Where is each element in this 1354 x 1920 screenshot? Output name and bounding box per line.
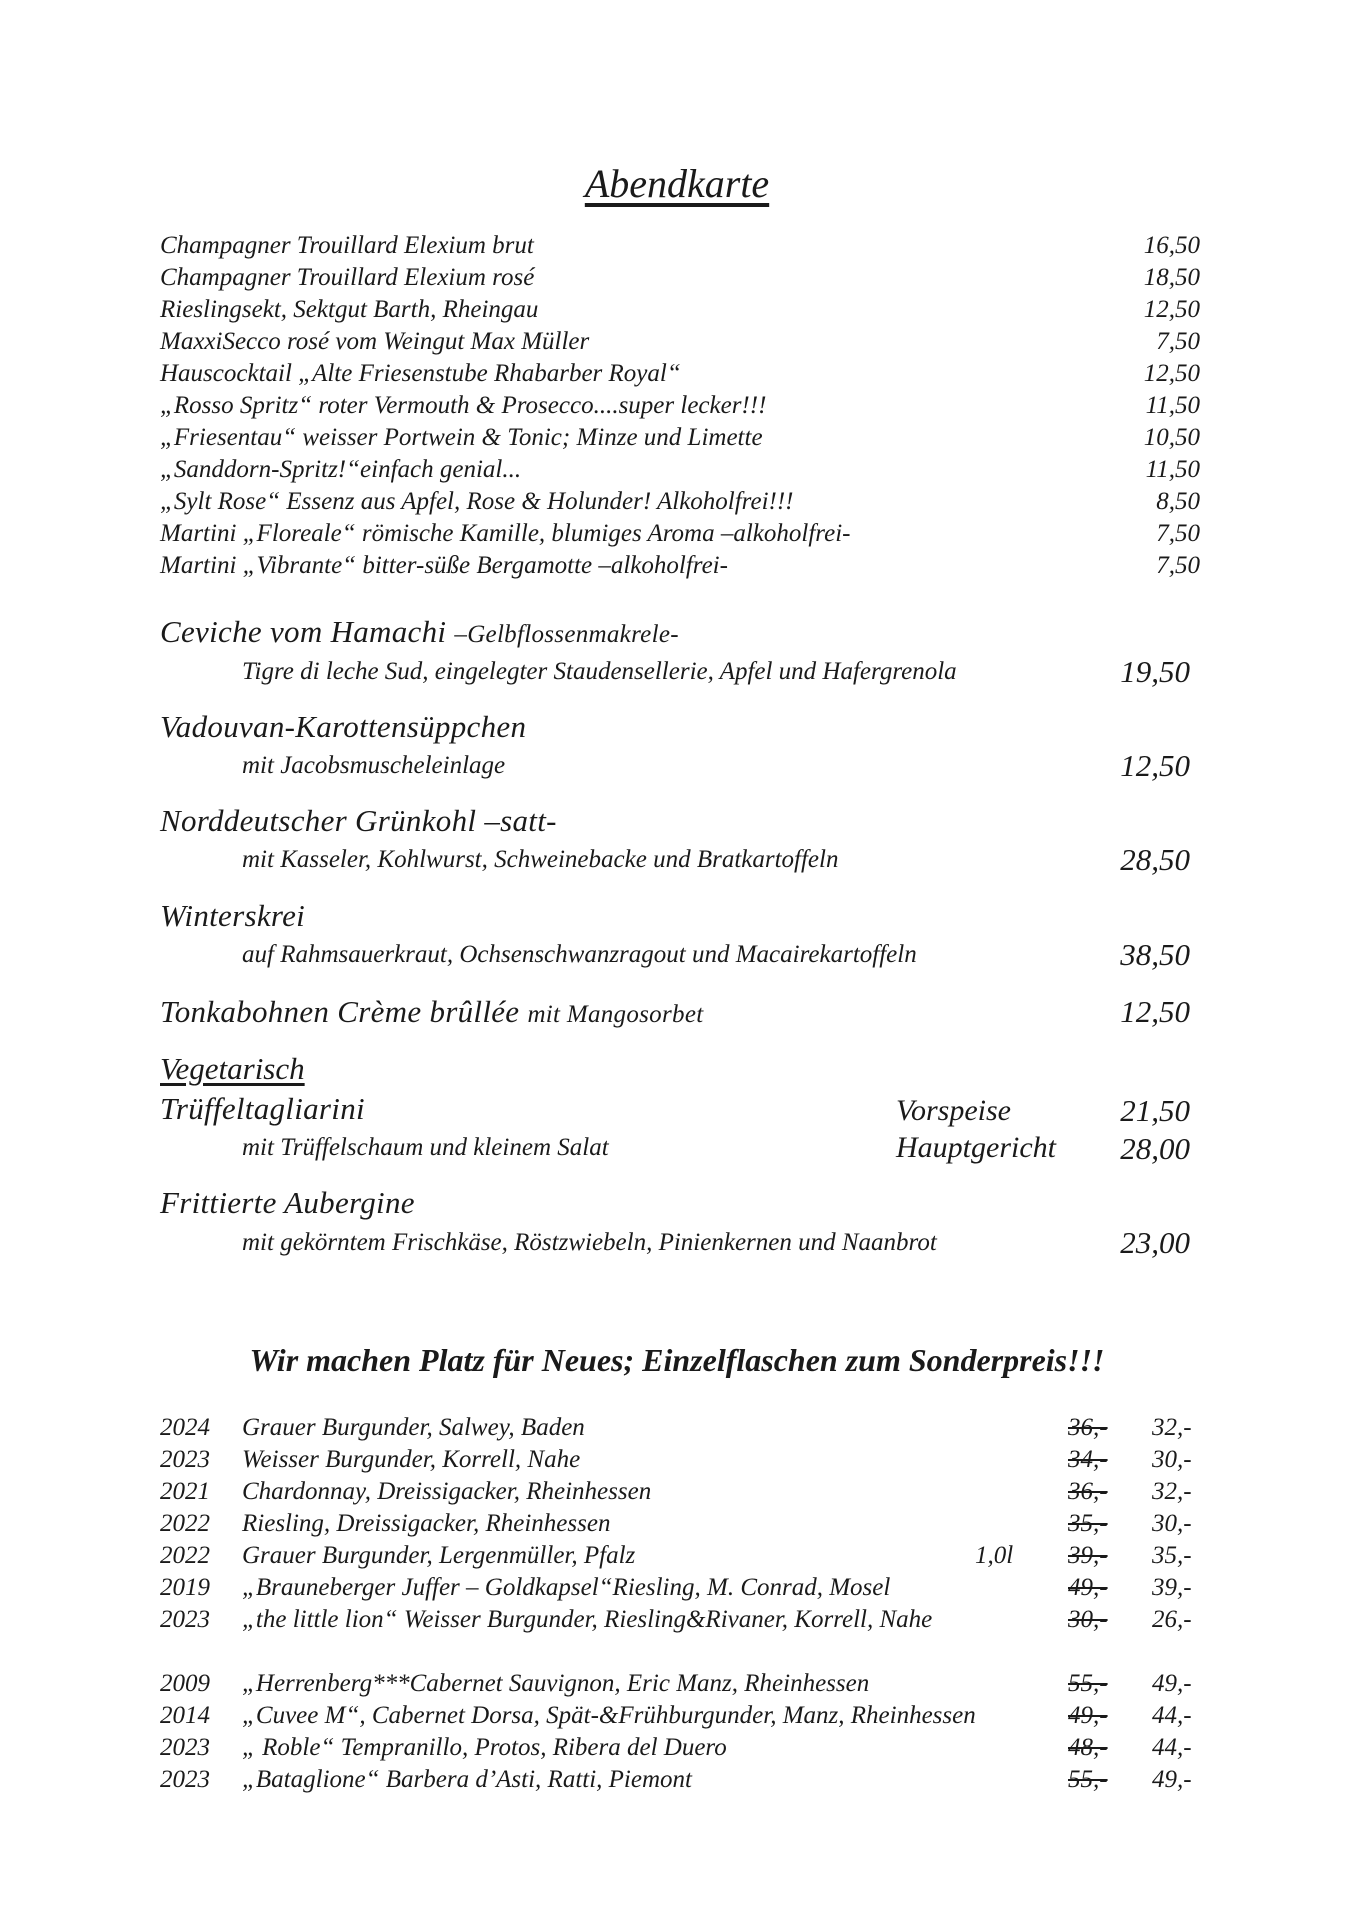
dish-title-main: Ceviche vom Hamachi — [160, 614, 447, 649]
wine-name: „Herrenberg***Cabernet Sauvignon, Eric Manz, Rheinhessen — [242, 1670, 870, 1697]
drink-row — [0, 326, 1354, 358]
dessert-price: 12,50 — [1120, 994, 1190, 1029]
wine-row — [0, 1540, 1354, 1572]
drink-name: MaxxiSecco rosé vom Weingut Max Müller — [160, 328, 590, 355]
wine-year: 2022 — [160, 1542, 210, 1569]
truffle-title: Trüffeltagliarini — [160, 1091, 365, 1126]
wine-year: 2023 — [160, 1606, 210, 1633]
wine-row — [0, 1412, 1354, 1444]
wine-old-price: 30,- — [1068, 1606, 1108, 1633]
dish-price: 19,50 — [1120, 654, 1190, 689]
drink-price: 8,50 — [1156, 488, 1200, 515]
drink-row — [0, 390, 1354, 422]
drink-row — [0, 358, 1354, 390]
wine-year: 2023 — [160, 1446, 210, 1473]
wine-name: Riesling, Dreissigacker, Rheinhessen — [242, 1510, 611, 1537]
wine-row — [0, 1444, 1354, 1476]
wine-name: Grauer Burgunder, Lergenmüller, Pfalz — [242, 1542, 636, 1569]
wine-old-price: 49,- — [1068, 1702, 1108, 1729]
menu-title: Abendkarte — [584, 161, 770, 206]
vegetarian-heading: Vegetarisch — [160, 1051, 305, 1086]
wine-old-price: 36,- — [1068, 1414, 1108, 1441]
wine-old-price: 49,- — [1068, 1574, 1108, 1601]
wine-year: 2021 — [160, 1478, 210, 1505]
wine-new-price: 26,- — [1152, 1606, 1192, 1633]
wine-row — [0, 1508, 1354, 1540]
wine-name: „ Roble“ Tempranillo, Protos, Ribera del Duero — [242, 1734, 727, 1761]
wine-name: Chardonnay, Dreissigacker, Rheinhessen — [242, 1478, 652, 1505]
dish-title: Norddeutscher Grünkohl –satt- — [160, 803, 557, 838]
drink-name: Hauscocktail „Alte Friesenstube Rhabarber Royal“ — [160, 360, 681, 387]
starter-label: Vorspeise — [896, 1094, 1011, 1127]
wine-name: „Brauneberger Juffer – Goldkapsel“Riesling, M. Conrad, Mosel — [242, 1574, 891, 1601]
wine-new-price: 49,- — [1152, 1766, 1192, 1793]
wine-year: 2023 — [160, 1734, 210, 1761]
aubergine-title: Frittierte Aubergine — [160, 1185, 415, 1220]
drink-name: „Friesentau“ weisser Portwein & Tonic; Minze und Limette — [160, 424, 763, 451]
wine-new-price: 39,- — [1152, 1574, 1192, 1601]
drink-row — [0, 454, 1354, 486]
wine-row — [0, 1732, 1354, 1764]
wine-volume: 1,0l — [975, 1542, 1014, 1569]
wine-name: „the little lion“ Weisser Burgunder, Riesling&Rivaner, Korrell, Nahe — [242, 1606, 933, 1633]
drink-row — [0, 422, 1354, 454]
drink-name: Champagner Trouillard Elexium rosé — [160, 264, 535, 291]
drink-row — [0, 230, 1354, 262]
wine-name: Grauer Burgunder, Salwey, Baden — [242, 1414, 585, 1441]
wine-new-price: 44,- — [1152, 1702, 1192, 1729]
drink-price: 16,50 — [1143, 232, 1200, 259]
dessert-title-sub: mit Mangosorbet — [527, 1001, 704, 1028]
drink-name: Martini „Floreale“ römische Kamille, blumiges Aroma –alkoholfrei- — [160, 520, 851, 547]
wine-row — [0, 1476, 1354, 1508]
wine-old-price: 39,- — [1068, 1542, 1108, 1569]
drink-price: 12,50 — [1143, 296, 1200, 323]
drink-name: „Sanddorn-Spritz!“einfach genial... — [160, 456, 522, 483]
aubergine-description: mit gekörntem Frischkäse, Röstzwiebeln, Pinienkernen und Naanbrot — [242, 1229, 937, 1256]
dish-price: 28,50 — [1120, 842, 1190, 877]
wine-name: „Bataglione“ Barbera d’Asti, Ratti, Piemont — [242, 1766, 692, 1793]
drink-price: 18,50 — [1143, 264, 1200, 291]
wine-row — [0, 1764, 1354, 1796]
wine-new-price: 32,- — [1152, 1414, 1192, 1441]
wine-new-price: 30,- — [1152, 1446, 1192, 1473]
wine-year: 2009 — [160, 1670, 210, 1697]
drink-price: 10,50 — [1143, 424, 1200, 451]
wine-new-price: 35,- — [1152, 1542, 1192, 1569]
wine-old-price: 55,- — [1068, 1670, 1108, 1697]
wine-old-price: 48,- — [1068, 1734, 1108, 1761]
wine-year: 2022 — [160, 1510, 210, 1537]
drink-price: 7,50 — [1156, 328, 1200, 355]
wine-name: „Cuvee M“, Cabernet Dorsa, Spät-&Frühburgunder, Manz, Rheinhessen — [242, 1702, 976, 1729]
dish-description: auf Rahmsauerkraut, Ochsenschwanzragout und Macairekartoffeln — [242, 941, 917, 968]
drink-name: Rieslingsekt, Sektgut Barth, Rheingau — [160, 296, 539, 323]
drink-name: „Sylt Rose“ Essenz aus Apfel, Rose & Holunder! Alkoholfrei!!! — [160, 488, 794, 515]
drink-row — [0, 294, 1354, 326]
dish-title: Vadouvan-Karottensüppchen — [160, 709, 527, 744]
wine-new-price: 32,- — [1152, 1478, 1192, 1505]
drink-row — [0, 550, 1354, 582]
drink-name: Champagner Trouillard Elexium brut — [160, 232, 534, 259]
wine-year: 2024 — [160, 1414, 210, 1441]
drink-price: 7,50 — [1156, 552, 1200, 579]
main-label: Hauptgericht — [896, 1131, 1056, 1164]
wine-old-price: 55,- — [1068, 1766, 1108, 1793]
dish-title-sub: –Gelbflossenmakrele- — [454, 621, 679, 648]
dessert-title — [160, 994, 703, 1030]
wine-old-price: 35,- — [1068, 1510, 1108, 1537]
drink-row — [0, 262, 1354, 294]
dish-title: Winterskrei — [160, 898, 306, 933]
wine-year: 2019 — [160, 1574, 210, 1601]
wine-year: 2014 — [160, 1702, 210, 1729]
wine-new-price: 44,- — [1152, 1734, 1192, 1761]
dish-description: Tigre di leche Sud, eingelegter Staudensellerie, Apfel und Hafergrenola — [242, 658, 957, 685]
drink-price: 12,50 — [1143, 360, 1200, 387]
wine-old-price: 36,- — [1068, 1478, 1108, 1505]
drink-price: 7,50 — [1156, 520, 1200, 547]
dish-description: mit Jacobsmuscheleinlage — [242, 752, 506, 779]
wine-row — [0, 1572, 1354, 1604]
drink-row — [0, 486, 1354, 518]
wine-new-price: 30,- — [1152, 1510, 1192, 1537]
wine-new-price: 49,- — [1152, 1670, 1192, 1697]
dish-title — [160, 614, 679, 650]
wine-row — [0, 1668, 1354, 1700]
starter-price: 21,50 — [1120, 1093, 1190, 1128]
wine-row — [0, 1700, 1354, 1732]
aubergine-price: 23,00 — [1120, 1225, 1190, 1260]
wine-old-price: 34,- — [1068, 1446, 1108, 1473]
wine-row — [0, 1604, 1354, 1636]
main-price: 28,00 — [1120, 1131, 1190, 1166]
drink-name: „Rosso Spritz“ roter Vermouth & Prosecco....super lecker!!! — [160, 392, 767, 419]
drink-row — [0, 518, 1354, 550]
sale-heading: Wir machen Platz für Neues; Einzelflaschen zum Sonderpreis!!! — [249, 1342, 1105, 1378]
dish-description: mit Kasseler, Kohlwurst, Schweinebacke und Bratkartoffeln — [242, 846, 839, 873]
drink-price: 11,50 — [1145, 456, 1200, 483]
dish-price: 12,50 — [1120, 748, 1190, 783]
drink-name: Martini „Vibrante“ bitter-süße Bergamotte –alkoholfrei- — [160, 552, 728, 579]
drink-price: 11,50 — [1145, 392, 1200, 419]
dessert-title-main: Tonkabohnen Crème brûllée — [160, 994, 520, 1029]
wine-name: Weisser Burgunder, Korrell, Nahe — [242, 1446, 581, 1473]
dish-price: 38,50 — [1120, 937, 1190, 972]
wine-year: 2023 — [160, 1766, 210, 1793]
truffle-description: mit Trüffelschaum und kleinem Salat — [242, 1134, 609, 1161]
